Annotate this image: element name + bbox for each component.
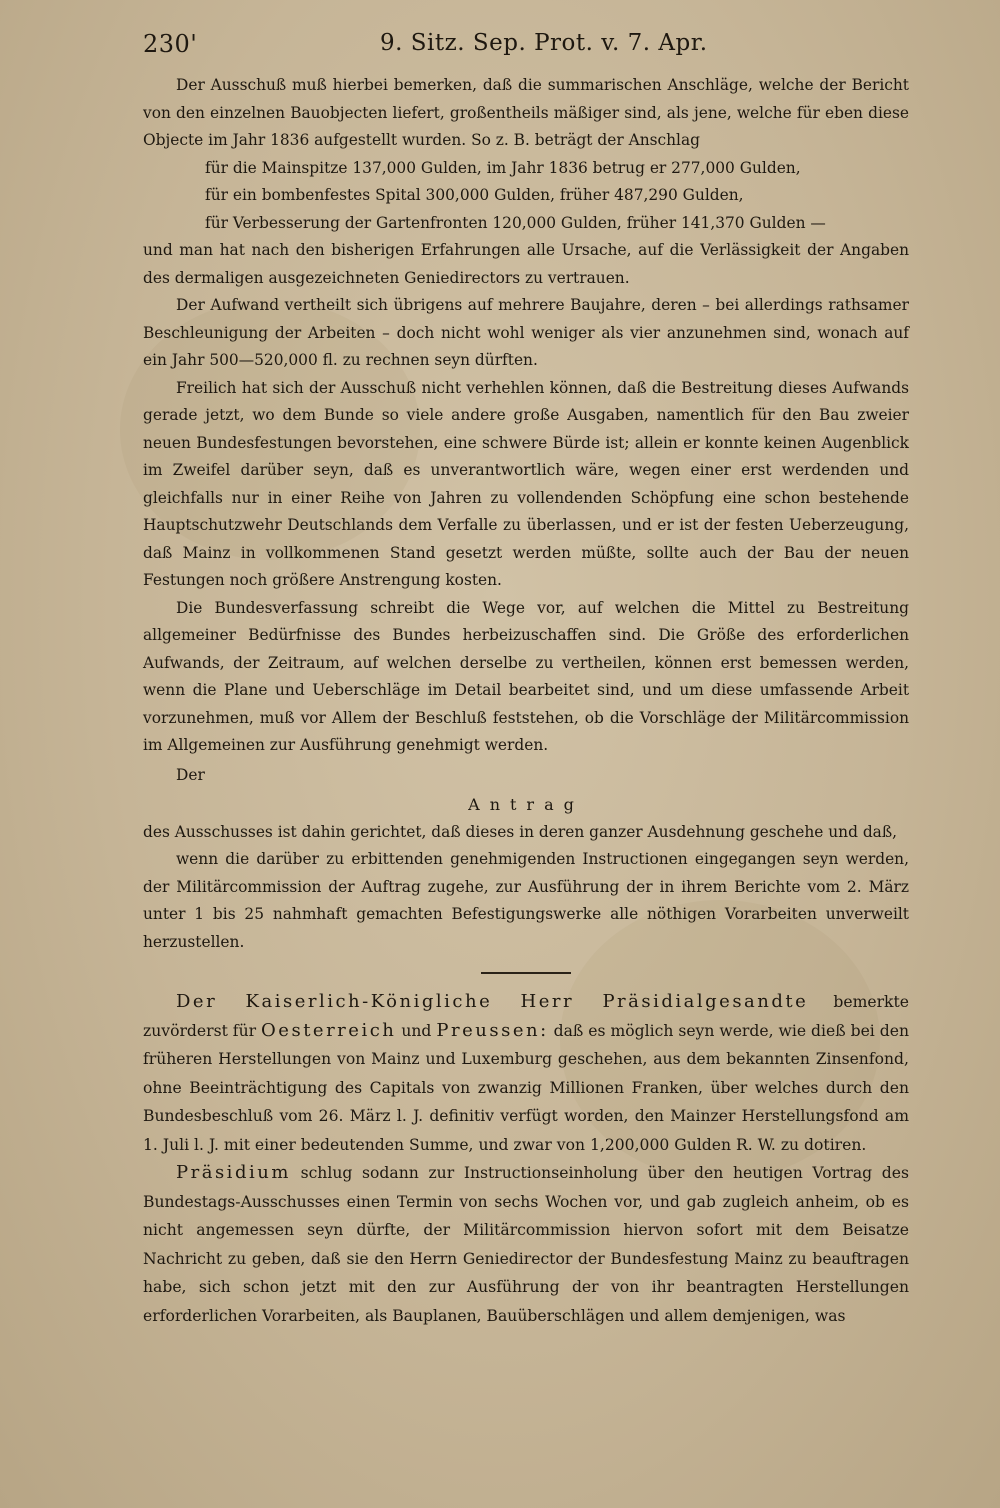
running-head: 9. Sitz. Sep. Prot. v. 7. Apr. (380, 30, 708, 56)
list-item: für die Mainspitze 137,000 Gulden, im Jahr 1836 betrug er 277,000 Gulden, (205, 158, 801, 177)
page-header (0, 26, 1000, 66)
page-body (143, 72, 909, 1330)
statement-presidium (143, 1159, 909, 1330)
statement-text: daß es möglich seyn werde, wie dieß bei den früheren Herstellungen von Mainz und Luxemburg geschehen, aus dem bekannten Zinsenfond, ohne Beeinträchtigung des Capitals von zwanzig Millionen Franken, über welches durch den Bundesbeschluß vom 26. März l. J. definitiv verfügt worden, den Mainzer Herstellungsfond am 1. Juli l. J. mit einer bedeutenden Summe, und zwar von 1,200,000 Gulden R. W. zu dotiren. (143, 1021, 910, 1154)
antrag-der: Der (176, 765, 205, 784)
antrag-first-line: des Ausschusses ist dahin gerichtet, daß dieses in deren ganzer Ausdehnung geschehe und daß, (143, 822, 898, 841)
paragraph-after-list: und man hat nach den bisherigen Erfahrungen alle Ursache, auf die Verlässigkeit der Angaben des dermaligen ausgezeichneten Geniedirectors zu vertrauen. (143, 241, 909, 287)
paragraph-intro: Der Ausschuß muß hierbei bemerken, daß die summarischen Anschläge, welche der Bericht von den einzelnen Bauobjecten liefert, großentheils mäßiger sind, als jene, welche für eben diese Objecte im Jahr 1836 aufgestellt wurden. So z. B. beträgt der Anschlag (143, 76, 909, 149)
list-item: für ein bombenfestes Spital 300,000 Gulden, früher 487,290 Gulden, (205, 186, 744, 204)
statement-text: und (401, 1021, 432, 1040)
antrag-body (143, 846, 909, 956)
speaker-name: Der Kaiserlich-Königliche Herr Präsidialgesandte (176, 991, 809, 1012)
antrag-heading: Antrag (468, 795, 584, 814)
antrag-continuation: wenn die darüber zu erbittenden genehmigenden Instructionen eingegangen seyn werden, der Militärcommission der Auftrag zugehe, zur Ausführung der in ihrem Berichte vom 2. März unter 1 bis 25 nahmhaft gemachten Befestigungswerke alle nöthigen Vorarbeiten unverweilt herzustellen. (143, 850, 909, 951)
statement-text: schlug sodann zur Instructionseinholung über den heutigen Vortrag des Bundestags-Ausschusses einen Termin von sechs Wochen vor, und gab zugleich anheim, ob es nicht angemessen seyn dürfte, der Militärcommission hiervon sofort mit dem Beisatze Nachricht zu geben, daß sie den Herrn Geniedirector der Bundesfestung Mainz zu beauftragen habe, sich schon jetzt mit den zur Ausführung der von ihr beantragten Herstellungen erforderlichen Vorarbeiten, als Bauplanen, Bauüberschlägen und allem demjenigen, was (143, 1164, 909, 1325)
paragraph: Die Bundesverfassung schreibt die Wege vor, auf welchen die Mittel zu Bestreitung allgemeiner Bedürfnisse des Bundes herbeizuschaffen sind. Die Größe des erforderlichen Aufwands, der Zeitraum, auf welchen derselbe zu vertheilen, können erst bemessen werden, wenn die Plane und Ueberschläge im Detail bearbeitet sind, und um diese umfassende Arbeit vorzunehmen, muß vor Allem der Beschluß feststehen, ob die Vorschläge der Militärcommission im Allgemeinen zur Ausführung genehmigt werden. (143, 598, 909, 754)
statement-text: bemerkte zuvörderst für (143, 993, 909, 1040)
antrag-section (143, 762, 909, 957)
list-item: für Verbesserung der Gartenfronten 120,000 Gulden, früher 141,370 Gulden — (205, 213, 826, 232)
paragraph: Der Aufwand vertheilt sich übrigens auf mehrere Baujahre, deren – bei allerdings rathsamer Beschleunigung der Arbeiten – doch nicht wohl weniger als vier anzunehmen sind, wonach auf ein Jahr 500—520,000 fl. zu rechnen seyn dürften. (143, 296, 909, 369)
country-name: Preussen: (436, 1019, 549, 1041)
page-number: 230' (143, 30, 198, 58)
section-divider (481, 972, 571, 974)
country-name: Oesterreich (261, 1019, 397, 1041)
cost-list (205, 155, 909, 238)
paragraph: Freilich hat sich der Ausschuß nicht verhehlen können, daß die Bestreitung dieses Aufwands gerade jetzt, wo dem Bunde so viele andere große Ausgaben, namentlich für den Bau zweier neuen Bundesfestungen bevorstehen, eine schwere Bürde ist; allein er konnte keinen Augenblick im Zweifel darüber seyn, daß es unverantwortlich wäre, wegen einer erst werdenden und gleichfalls nur in einer Reihe von Jahren zu vollendenden Schöpfung eine schon bestehende Hauptschutzwehr Deutschlands dem Verfalle zu überlassen, und er ist der festen Ueberzeugung, daß Mainz in vollkommenen Stand gesetzt werden müßte, sollte auch der Bau der neuen Festungen noch größere Anstrengung kosten. (143, 378, 909, 589)
statement-presidial-envoy (143, 988, 909, 1159)
speaker-name: Präsidium (176, 1162, 291, 1183)
